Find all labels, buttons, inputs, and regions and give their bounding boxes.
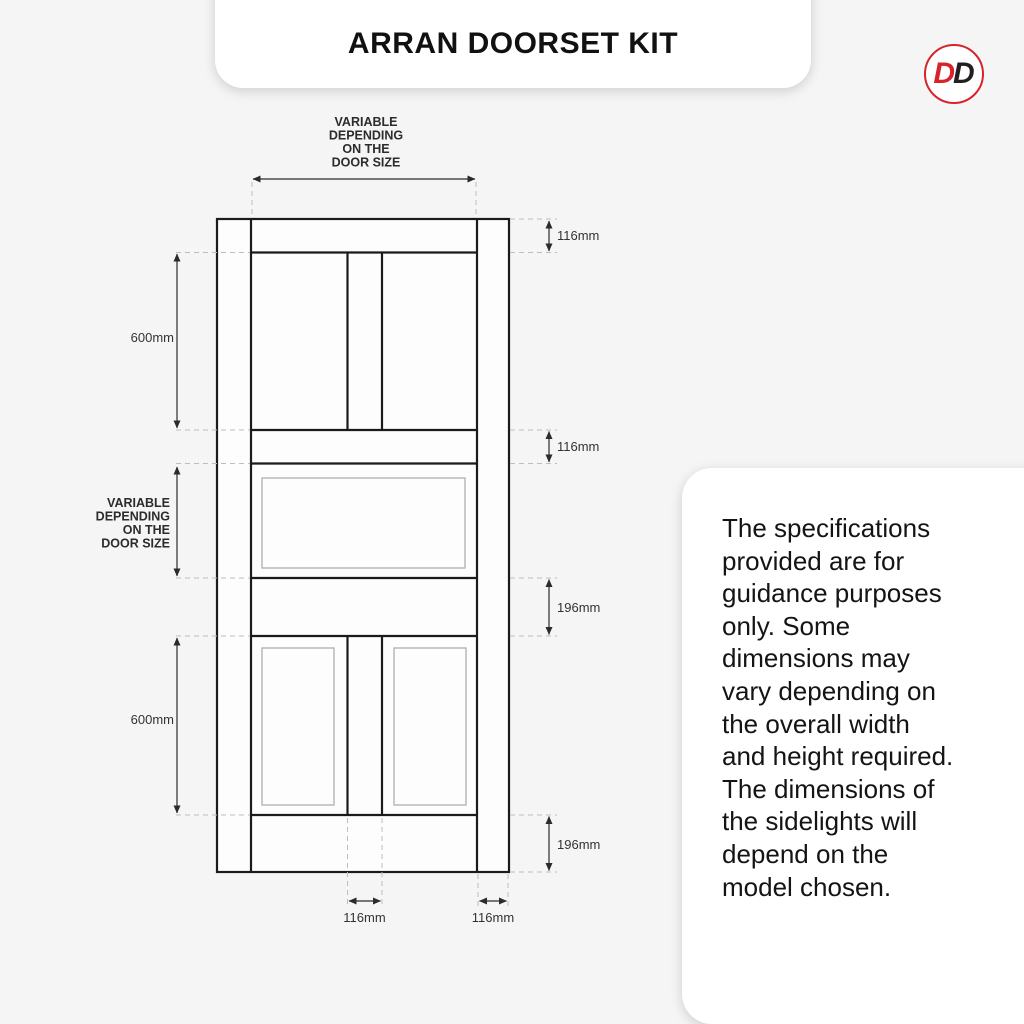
caption-line: DOOR SIZE	[331, 155, 401, 170]
caption-line: ON THE	[122, 523, 170, 537]
top-variable-caption	[329, 115, 403, 170]
page-title: ARRAN DOORSET KIT	[347, 27, 679, 60]
dim-label-upper-panel: 600mm	[130, 330, 174, 345]
dim-label-lower-mid-rail: 196mm	[557, 600, 601, 615]
dim-label-upper-mid-rail: 116mm	[557, 439, 600, 454]
caption-line: VARIABLE	[334, 115, 398, 129]
caption-line: DOOR SIZE	[101, 536, 170, 551]
dim-label-lower-panel: 600mm	[130, 712, 174, 727]
caption-line: DEPENDING	[328, 128, 404, 143]
caption-line: VARIABLE	[107, 496, 170, 510]
logo-letter-d1: D	[933, 57, 953, 90]
dim-label-stile-width: 116mm	[471, 910, 515, 925]
dim-label-bottom-rail: 196mm	[557, 837, 601, 852]
spec-note-text: The specifications provided are for guidance purposes only. Some dimensions may vary depending on the overall width and height required. The dimensions of the sidelights will depend on the model chosen.	[722, 513, 954, 902]
door-outline-group	[217, 219, 509, 872]
caption-line: DEPENDING	[95, 509, 170, 524]
logo-letter-d2: D	[953, 57, 973, 90]
dim-label-top-rail: 116mm	[557, 228, 600, 243]
spec-note-card	[682, 468, 1024, 1024]
dim-label-muntin-width: 116mm	[343, 910, 386, 925]
caption-line: ON THE	[342, 142, 390, 156]
left-variable-caption	[96, 496, 170, 551]
